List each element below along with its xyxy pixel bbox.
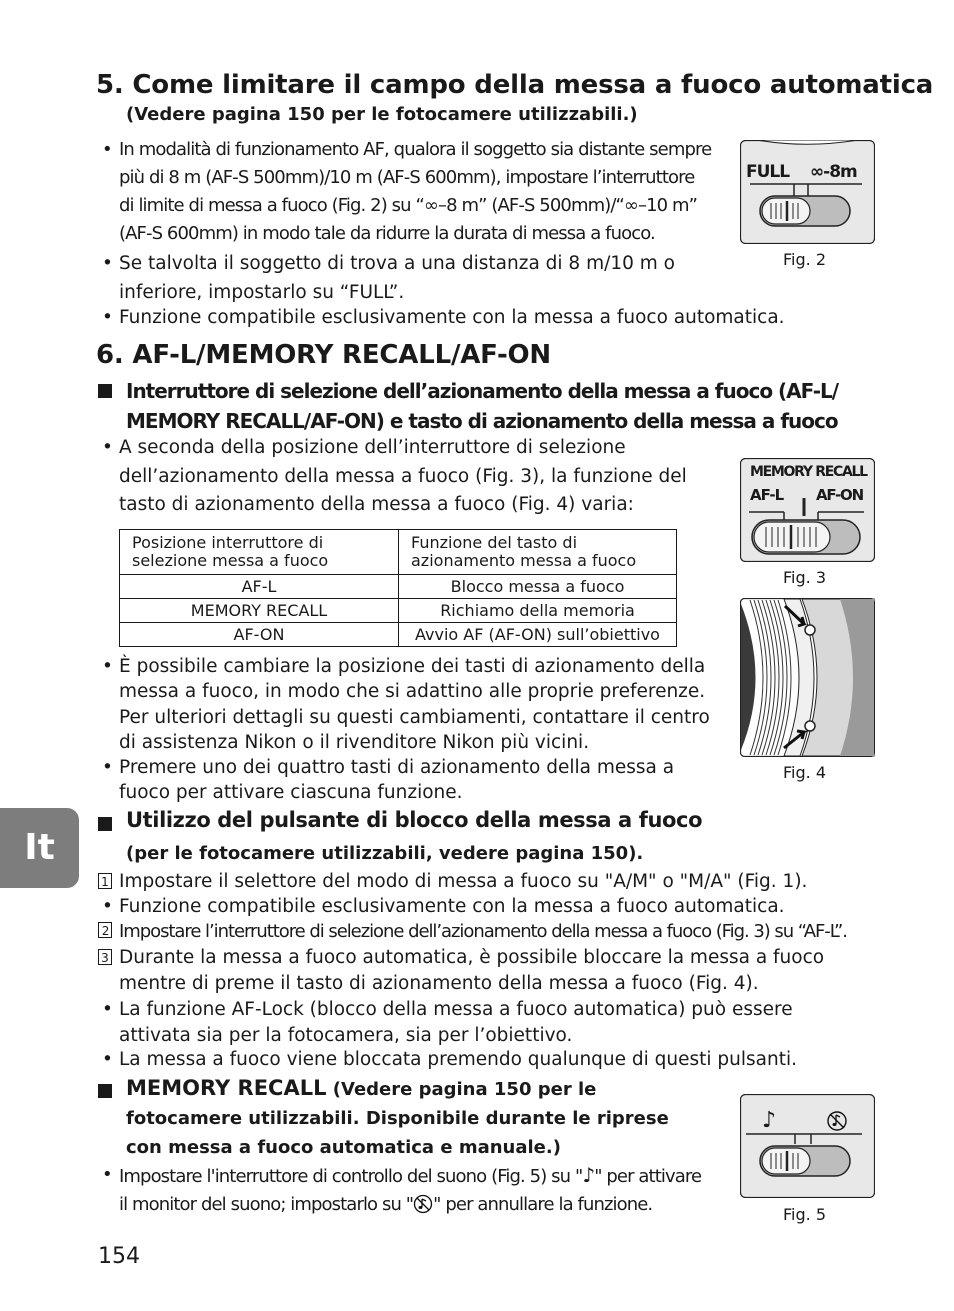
fig3-label-afon: AF-ON <box>816 486 863 504</box>
section5-subtitle: (Vedere pagina 150 per le fotocamere utilizzabili.) <box>126 104 638 125</box>
table-cell: AF-ON <box>120 623 399 647</box>
table-cell: Richiamo della memoria <box>399 599 677 623</box>
step-3: 3 Durante la messa a fuoco automatica, è possibile bloccare la messa a fuoco mentre di preme il tasto di azionamento della messa a fuoco (Fig. 4). <box>98 945 898 996</box>
fig2-label-full: FULL <box>746 162 790 182</box>
table-cell: AF-L <box>120 575 399 599</box>
fig2-focus-limit-switch <box>740 140 875 244</box>
fig4-lens-buttons <box>740 598 875 757</box>
step-1-note: • Funzione compatibile esclusivamente con la messa a fuoco automatica. <box>102 896 785 917</box>
fig3-label-afl: AF-L <box>750 486 784 504</box>
section5-bullet-3: • Funzione compatibile esclusivamente con la messa a fuoco automatica. <box>102 307 785 328</box>
heading-c: MEMORY RECALL (Vedere pagina 150 per le fotocamere utilizzabili. Disponibile durante le riprese con messa a fuoco automatica e manuale.) <box>126 1076 669 1158</box>
page-number: 154 <box>98 1244 140 1269</box>
table-row <box>120 623 677 647</box>
section6-bullet-3: • Premere uno dei quattro tasti di azionamento della messa a fuoco per attivare ciascuna funzione. <box>102 757 675 804</box>
section6-bullet-2: • È possibile cambiare la posizione dei tasti di azionamento della messa a fuoco, in modo che si adattino alle proprie preferenze. Per ulteriori dettagli su questi cambiamenti, contattare il centro di assistenza Nikon o il rivenditore Nikon più vicini. <box>102 656 710 753</box>
heading-b-square <box>98 816 112 835</box>
fig2-caption: Fig. 2 <box>783 250 826 269</box>
fig3-caption: Fig. 3 <box>783 568 826 587</box>
focus-function-table <box>119 529 677 647</box>
table-row <box>120 599 677 623</box>
heading-a-square <box>98 383 112 402</box>
table-cell: Avvio AF (AF-ON) sull’obiettivo <box>399 623 677 647</box>
heading-b: Utilizzo del pulsante di blocco della messa a fuoco <box>126 808 703 832</box>
fig3-af-selector-switch <box>740 458 875 562</box>
section6-bullet-1: • A seconda della posizione dell’interruttore di selezione dell’azionamento della messa a fuoco (Fig. 3), la funzione del tasto di azionamento della messa a fuoco (Fig. 4) varia: <box>102 437 687 515</box>
step-2: 2 Impostare l’interruttore di selezione dell’azionamento della messa a fuoco (Fig. 3) su “AF-L”. <box>98 918 847 946</box>
section6-title: 6. AF-L/MEMORY RECALL/AF-ON <box>96 340 551 370</box>
fig5-sound-on-icon: ♪ <box>762 1108 777 1133</box>
sound-off-icon <box>413 1194 433 1214</box>
step-1: 1 Impostare il selettore del modo di messa a fuoco su "A/M" o "M/A" (Fig. 1). <box>98 869 898 895</box>
table-header-cell: Posizione interruttore di selezione messa a fuoco <box>120 530 399 575</box>
table-cell: MEMORY RECALL <box>120 599 399 623</box>
section5-bullet-1: • In modalità di funzionamento AF, qualora il soggetto sia distante sempre più di 8 m (AF-S 500mm)/10 m (AF-S 600mm), impostare l’interruttore di limite di messa a fuoco (Fig. 2) su “∞–8 m” (AF-S 500mm)/“∞–10 m” (AF-S 600mm) in modo tale da ridurre la durata di messa a fuoco. <box>102 139 712 244</box>
sound-on-icon: ♪ <box>582 1163 595 1187</box>
section5-bullet-2: • Se talvolta il soggetto di trova a una distanza di 8 m/10 m o inferiore, impostarlo su “FULL”. <box>102 253 675 303</box>
fig4-drawing <box>740 598 875 757</box>
fig4-caption: Fig. 4 <box>783 763 826 782</box>
step-3-note-1: • La funzione AF-Lock (blocco della messa a fuoco automatica) può essere attivata sia per la fotocamera, sia per l’obiettivo. <box>102 999 793 1046</box>
fig2-label-range: ∞-8m <box>810 162 857 182</box>
heading-a: Interruttore di selezione dell’azionamento della messa a fuoco (AF-L/ MEMORY RECALL/AF-ON) e tasto di azionamento della messa a fuoco <box>126 379 839 433</box>
heading-b-subtitle: (per le fotocamere utilizzabili, vedere pagina 150). <box>126 843 644 864</box>
heading-c-square <box>98 1083 112 1102</box>
step-3-note-2: • La messa a fuoco viene bloccata premendo qualunque di questi pulsanti. <box>102 1049 798 1070</box>
fig5-sound-switch <box>740 1094 875 1198</box>
fig5-caption: Fig. 5 <box>783 1205 826 1224</box>
table-cell: Blocco messa a fuoco <box>399 575 677 599</box>
table-row <box>120 575 677 599</box>
fig2-drawing <box>740 140 875 244</box>
table-header-row <box>120 530 677 575</box>
fig5-drawing <box>740 1094 875 1198</box>
memory-recall-bullet: • Impostare l'interruttore di controllo del suono (Fig. 5) su "♪" per attivare il monitor del suono; impostarlo su " " per annullare la funzione. <box>102 1163 702 1215</box>
language-tab: It <box>0 808 79 888</box>
heading-c-title: MEMORY RECALL <box>126 1076 327 1100</box>
fig3-label-memory-recall: MEMORY RECALL <box>750 464 867 480</box>
section5-title: 5. Come limitare il campo della messa a fuoco automatica <box>96 70 934 100</box>
table-header-cell: Funzione del tasto di azionamento messa a fuoco <box>399 530 677 575</box>
